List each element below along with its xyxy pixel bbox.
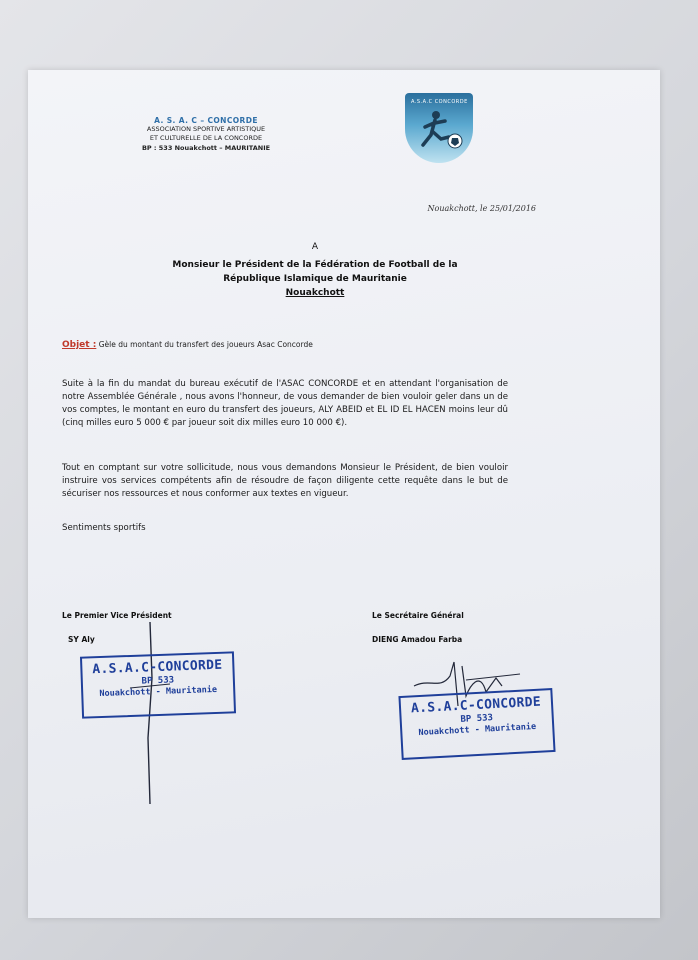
closing-line: Sentiments sportifs: [62, 523, 146, 533]
recipient-line2: République Islamique de Mauritanie: [223, 274, 407, 284]
stamp-right-city: Nouakchott - Mauritanie: [418, 721, 537, 739]
org-full-name-line2: ET CULTURELLE DE LA CONCORDE: [149, 134, 263, 142]
org-full-name-line1: ASSOCIATION SPORTIVE ARTISTIQUE: [146, 125, 266, 133]
org-address: BP : 533 Nouakchott – MAURITANIE: [141, 144, 271, 152]
club-logo: [405, 93, 473, 163]
recipient-block: [150, 242, 480, 300]
stamp-left-bp: BP 533: [141, 675, 175, 687]
subject-text: Gèle du montant du transfert des joueurs Asac Concorde: [98, 340, 313, 349]
stamp-right-bp: BP 533: [460, 713, 494, 725]
logo-text: A.S.A.C CONCORDE: [411, 99, 468, 105]
club-stamp-right: [398, 688, 555, 760]
subject-label: Objet :: [62, 340, 97, 350]
stamp-left-title: A.S.A.C-CONCORDE: [92, 657, 223, 678]
subject-line: [62, 340, 313, 350]
signatory-left-name: SY Aly: [68, 635, 95, 644]
signatory-right-name: DIENG Amadou Farba: [372, 635, 463, 644]
org-short-name: A. S. A. C – CONCORDE: [154, 116, 258, 125]
body-paragraph-1: Suite à la fin du mandat du bureau exécutif de l'ASAC CONCORDE et en attendant l'organisation de notre Assemblée Générale , nous avons l'honneur, de vous demander de bien vouloir geler dans un de vos comptes, le montant en euro du transfert des joueurs, ALY ABEID et EL ID EL HACEN moins leur dû (cinq milles euro 5 000 € par joueur soit dix milles euro 10 000 €).: [62, 379, 508, 428]
place-and-date: Nouakchott, le 25/01/2016: [427, 204, 536, 213]
recipient-prefix: A: [311, 242, 319, 252]
stamp-right-title: A.S.A.C-CONCORDE: [410, 694, 542, 717]
recipient-line1: Monsieur le Président de la Fédération de Football de la: [172, 260, 458, 270]
body-paragraph-2: Tout en comptant sur votre sollicitude, nous vous demandons Monsieur le Président, de bien vouloir instruire vos services compétents afin de résoudre de façon diligente cette requête dans le but de sécuriser nos ressources et nous conformer aux textes en vigueur.: [62, 463, 508, 499]
club-stamp-left: [80, 651, 236, 718]
signatory-right-title: Le Secrétaire Général: [372, 611, 464, 620]
recipient-city: Nouakchott: [285, 288, 345, 298]
letterhead: [96, 116, 316, 152]
footballer-icon: [405, 93, 473, 163]
stamp-left-city: Nouakchott - Mauritanie: [99, 684, 218, 700]
signatory-left-title: Le Premier Vice Président: [62, 611, 172, 620]
